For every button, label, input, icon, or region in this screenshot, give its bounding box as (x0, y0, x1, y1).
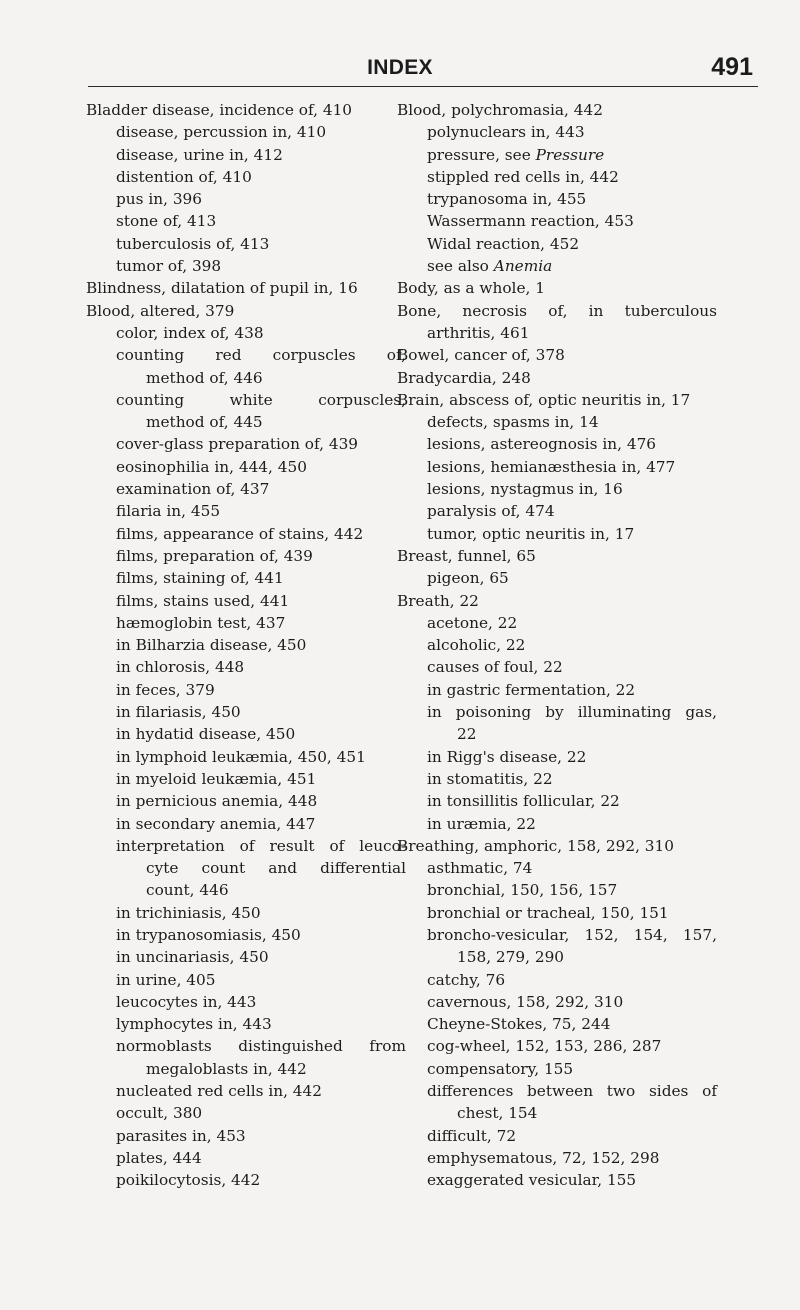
index-entry-text: Wassermann reaction, 453 (427, 212, 634, 231)
index-entry-text: eosinophilia in, 444, 450 (116, 457, 307, 476)
index-entry-text: see also (427, 257, 494, 276)
index-entry-text: tuberculosis of, 413 (116, 234, 270, 253)
index-entry (86, 1147, 406, 1169)
index-entry (86, 813, 406, 835)
index-entry (86, 545, 406, 567)
index-entry (397, 924, 717, 946)
index-entry-text: in lymphoid leukæmia, 450, 451 (116, 747, 366, 766)
index-entry-text: in stomatitis, 22 (427, 769, 553, 788)
index-entry (86, 1169, 406, 1191)
index-entry-text: nucleated red cells in, 442 (116, 1082, 322, 1101)
index-entry (397, 500, 717, 522)
index-entry (397, 433, 717, 455)
index-entry (86, 433, 406, 455)
index-entry (397, 612, 717, 634)
right-index-column (397, 99, 717, 1192)
index-entry-text: chest, 154 (457, 1104, 538, 1123)
index-entry-text: alcoholic, 22 (427, 636, 526, 655)
index-entry (86, 144, 406, 166)
index-entry-text: Blood, altered, 379 (86, 301, 235, 320)
index-entry (86, 1013, 406, 1035)
index-entry (86, 1102, 406, 1124)
index-entry (86, 188, 406, 210)
index-entry-text: disease, urine in, 412 (116, 145, 283, 164)
index-entry-text: cavernous, 158, 292, 310 (427, 992, 624, 1011)
index-entry (86, 1080, 406, 1102)
index-entry-text: causes of foul, 22 (427, 658, 563, 677)
index-entry (397, 523, 717, 545)
index-entry (86, 723, 406, 745)
index-entry (86, 367, 406, 389)
index-entry (397, 567, 717, 589)
index-entry (86, 902, 406, 924)
index-entry (397, 1125, 717, 1147)
index-entry-text: plates, 444 (116, 1148, 202, 1167)
index-entry-text: Breath, 22 (397, 591, 479, 610)
index-entry (397, 723, 717, 745)
index-entry (86, 344, 406, 366)
index-entry-text: poikilocytosis, 442 (116, 1171, 261, 1190)
index-entry (397, 144, 717, 166)
index-entry (86, 612, 406, 634)
header-rule (88, 86, 758, 87)
index-entry (86, 857, 406, 879)
index-entry (397, 545, 717, 567)
index-entry-text: normoblasts distinguished from (116, 1037, 406, 1056)
index-entry-text: pus in, 396 (116, 190, 203, 209)
index-entry-text: Bradycardia, 248 (397, 368, 531, 387)
index-entry-text: defects, spasms in, 14 (427, 413, 599, 432)
index-entry-text: in uræmia, 22 (427, 814, 536, 833)
index-entry-text: catchy, 76 (427, 970, 506, 989)
index-entry (397, 322, 717, 344)
index-entry-text: filaria in, 455 (116, 502, 221, 521)
index-entry (86, 656, 406, 678)
index-entry-text: disease, percussion in, 410 (116, 123, 327, 142)
index-entry (86, 1125, 406, 1147)
index-entry (397, 277, 717, 299)
index-entry-text: lymphocytes in, 443 (116, 1015, 272, 1034)
index-entry (397, 1169, 717, 1191)
index-entry (86, 634, 406, 656)
index-entry-text: Blindness, dilatation of pupil in, 16 (86, 279, 358, 298)
cross-reference: Anemia (493, 257, 553, 276)
index-entry (397, 634, 717, 656)
index-entry (397, 590, 717, 612)
index-entry (397, 746, 717, 768)
index-entry (86, 255, 406, 277)
index-entry (397, 835, 717, 857)
index-entry-text: in filariasis, 450 (116, 703, 241, 722)
cross-reference: Pressure (535, 145, 605, 164)
index-entry (86, 523, 406, 545)
index-entry-text: in trichiniasis, 450 (116, 903, 261, 922)
index-entry (86, 567, 406, 589)
index-entry-text: in tonsillitis follicular, 22 (427, 792, 620, 811)
index-entry-text: stone of, 413 (116, 212, 217, 231)
index-entry-text: exaggerated vesicular, 155 (427, 1171, 637, 1190)
index-entry (86, 121, 406, 143)
index-entry (397, 188, 717, 210)
index-entry-text: bronchial or tracheal, 150, 151 (427, 903, 669, 922)
left-index-column (86, 99, 406, 1192)
index-entry (397, 1080, 717, 1102)
index-entry (397, 946, 717, 968)
index-entry-text: method of, 446 (146, 368, 263, 387)
index-entry (86, 946, 406, 968)
index-entry-text: difficult, 72 (427, 1126, 517, 1145)
index-entry (397, 1035, 717, 1057)
index-entry (86, 322, 406, 344)
index-entry-text: distention of, 410 (116, 167, 252, 186)
index-entry-text: in secondary anemia, 447 (116, 814, 316, 833)
index-entry (397, 813, 717, 835)
index-entry-text: counting red corpuscles of, (116, 346, 406, 365)
index-entry (86, 924, 406, 946)
index-entry-text: bronchial, 150, 156, 157 (427, 881, 618, 900)
index-entry (86, 991, 406, 1013)
index-entry-text: occult, 380 (116, 1104, 203, 1123)
index-entry (86, 590, 406, 612)
index-entry-text: tumor of, 398 (116, 257, 222, 276)
index-entry (397, 991, 717, 1013)
index-entry-text: cover-glass preparation of, 439 (116, 435, 359, 454)
index-entry-text: tumor, optic neuritis in, 17 (427, 524, 635, 543)
index-entry-text: pigeon, 65 (427, 569, 509, 588)
index-entry (397, 1013, 717, 1035)
index-entry-text: counting white corpuscles, (116, 390, 406, 409)
index-entry-text: Widal reaction, 452 (427, 234, 580, 253)
index-entry-text: in pernicious anemia, 448 (116, 792, 318, 811)
index-entry (86, 166, 406, 188)
index-entry (397, 1058, 717, 1080)
index-entry (397, 701, 717, 723)
index-entry-text: Blood, polychromasia, 442 (397, 101, 603, 119)
index-entry-text: compensatory, 155 (427, 1059, 574, 1078)
index-entry (86, 389, 406, 411)
index-entry (86, 478, 406, 500)
index-entry (86, 1058, 406, 1080)
index-entry-text: asthmatic, 74 (427, 859, 533, 878)
index-entry-text: arthritis, 461 (427, 323, 530, 342)
index-entry (397, 389, 717, 411)
index-entry (397, 1102, 717, 1124)
index-entry (86, 210, 406, 232)
index-entry-text: in feces, 379 (116, 680, 215, 699)
index-entry (397, 902, 717, 924)
index-entry-text: differences between two sides of (427, 1082, 717, 1101)
index-entry (397, 99, 717, 121)
index-entry-text: acetone, 22 (427, 613, 518, 632)
index-entry-text: in trypanosomiasis, 450 (116, 925, 301, 944)
index-entry-text: polynuclears in, 443 (427, 123, 585, 142)
index-entry (397, 969, 717, 991)
index-entry-text: lesions, astereognosis in, 476 (427, 435, 657, 454)
index-entry-text: emphysematous, 72, 152, 298 (427, 1148, 660, 1167)
index-entry (86, 411, 406, 433)
index-entry-text: lesions, hemianæsthesia in, 477 (427, 457, 676, 476)
index-entry-text: stippled red cells in, 442 (427, 167, 619, 186)
index-entry (86, 969, 406, 991)
index-entry-text: in chlorosis, 448 (116, 658, 245, 677)
index-entry-text: 158, 279, 290 (457, 948, 565, 967)
index-entry (86, 835, 406, 857)
index-entry-text: 22 (457, 725, 477, 744)
page-header-title: INDEX (367, 56, 433, 79)
index-entry (397, 679, 717, 701)
index-entry-text: Cheyne-Stokes, 75, 244 (427, 1015, 611, 1034)
index-entry-text: leucocytes in, 443 (116, 992, 257, 1011)
index-entry-text: broncho-vesicular, 152, 154, 157, (427, 925, 717, 944)
index-entry (397, 255, 717, 277)
index-entry (86, 879, 406, 901)
index-entry (397, 210, 717, 232)
index-entry-text: parasites in, 453 (116, 1126, 246, 1145)
index-entry-text: paralysis of, 474 (427, 502, 555, 521)
index-entry-text: Bladder disease, incidence of, 410 (86, 101, 353, 119)
index-entry (397, 857, 717, 879)
index-entry-text: color, index of, 438 (116, 323, 264, 342)
index-entry (397, 656, 717, 678)
index-entry (86, 1035, 406, 1057)
index-entry (397, 456, 717, 478)
index-entry (86, 99, 406, 121)
index-entry-text: in hydatid disease, 450 (116, 725, 296, 744)
index-entry-text: in myeloid leukæmia, 451 (116, 769, 317, 788)
index-entry (86, 768, 406, 790)
index-entry (397, 411, 717, 433)
index-entry-text: Breathing, amphoric, 158, 292, 310 (397, 836, 675, 855)
index-entry-text: cog-wheel, 152, 153, 286, 287 (427, 1037, 662, 1056)
index-entry (86, 233, 406, 255)
index-entry-text: count, 446 (146, 881, 229, 900)
index-entry (397, 768, 717, 790)
index-entry-text: films, stains used, 441 (116, 591, 290, 610)
index-entry (86, 500, 406, 522)
index-entry-text: in Rigg's disease, 22 (427, 747, 587, 766)
index-entry (397, 367, 717, 389)
index-entry-text: films, appearance of stains, 442 (116, 524, 364, 543)
index-entry (86, 277, 406, 299)
index-entry (397, 300, 717, 322)
index-entry-text: method of, 445 (146, 413, 263, 432)
index-entry (397, 478, 717, 500)
index-entry (397, 1147, 717, 1169)
index-entry-text: films, staining of, 441 (116, 569, 284, 588)
index-entry (397, 344, 717, 366)
index-entry (397, 879, 717, 901)
index-entry-text: megaloblasts in, 442 (146, 1059, 307, 1078)
index-entry-text: in Bilharzia disease, 450 (116, 636, 307, 655)
index-entry-text: Bowel, cancer of, 378 (397, 346, 565, 365)
index-entry (397, 121, 717, 143)
index-entry-text: Brain, abscess of, optic neuritis in, 17 (397, 390, 691, 409)
index-entry (86, 701, 406, 723)
index-entry-text: Breast, funnel, 65 (397, 546, 536, 565)
index-entry-text: Body, as a whole, 1 (397, 279, 545, 298)
index-entry-text: films, preparation of, 439 (116, 546, 313, 565)
index-entry-text: in urine, 405 (116, 970, 216, 989)
index-entry (397, 790, 717, 812)
index-entry (86, 456, 406, 478)
index-entry-text: Bone, necrosis of, in tuberculous (397, 301, 717, 320)
index-entry (86, 300, 406, 322)
index-entry-text: lesions, nystagmus in, 16 (427, 480, 623, 499)
page-number: 491 (711, 53, 753, 81)
index-entry (86, 679, 406, 701)
index-entry-text: cyte count and differential (146, 859, 406, 878)
index-entry-text: in gastric fermentation, 22 (427, 680, 636, 699)
index-entry-text: pressure, see (427, 145, 536, 164)
index-entry-text: in uncinariasis, 450 (116, 948, 269, 967)
index-entry-text: in poisoning by illuminating gas, (427, 703, 717, 722)
index-entry-text: interpretation of result of leuco- (116, 836, 406, 855)
index-entry-text: trypanosoma in, 455 (427, 190, 587, 209)
index-entry (86, 790, 406, 812)
index-entry (86, 746, 406, 768)
index-entry-text: examination of, 437 (116, 480, 270, 499)
index-entry (397, 166, 717, 188)
index-entry-text: hæmoglobin test, 437 (116, 613, 286, 632)
index-entry (397, 233, 717, 255)
